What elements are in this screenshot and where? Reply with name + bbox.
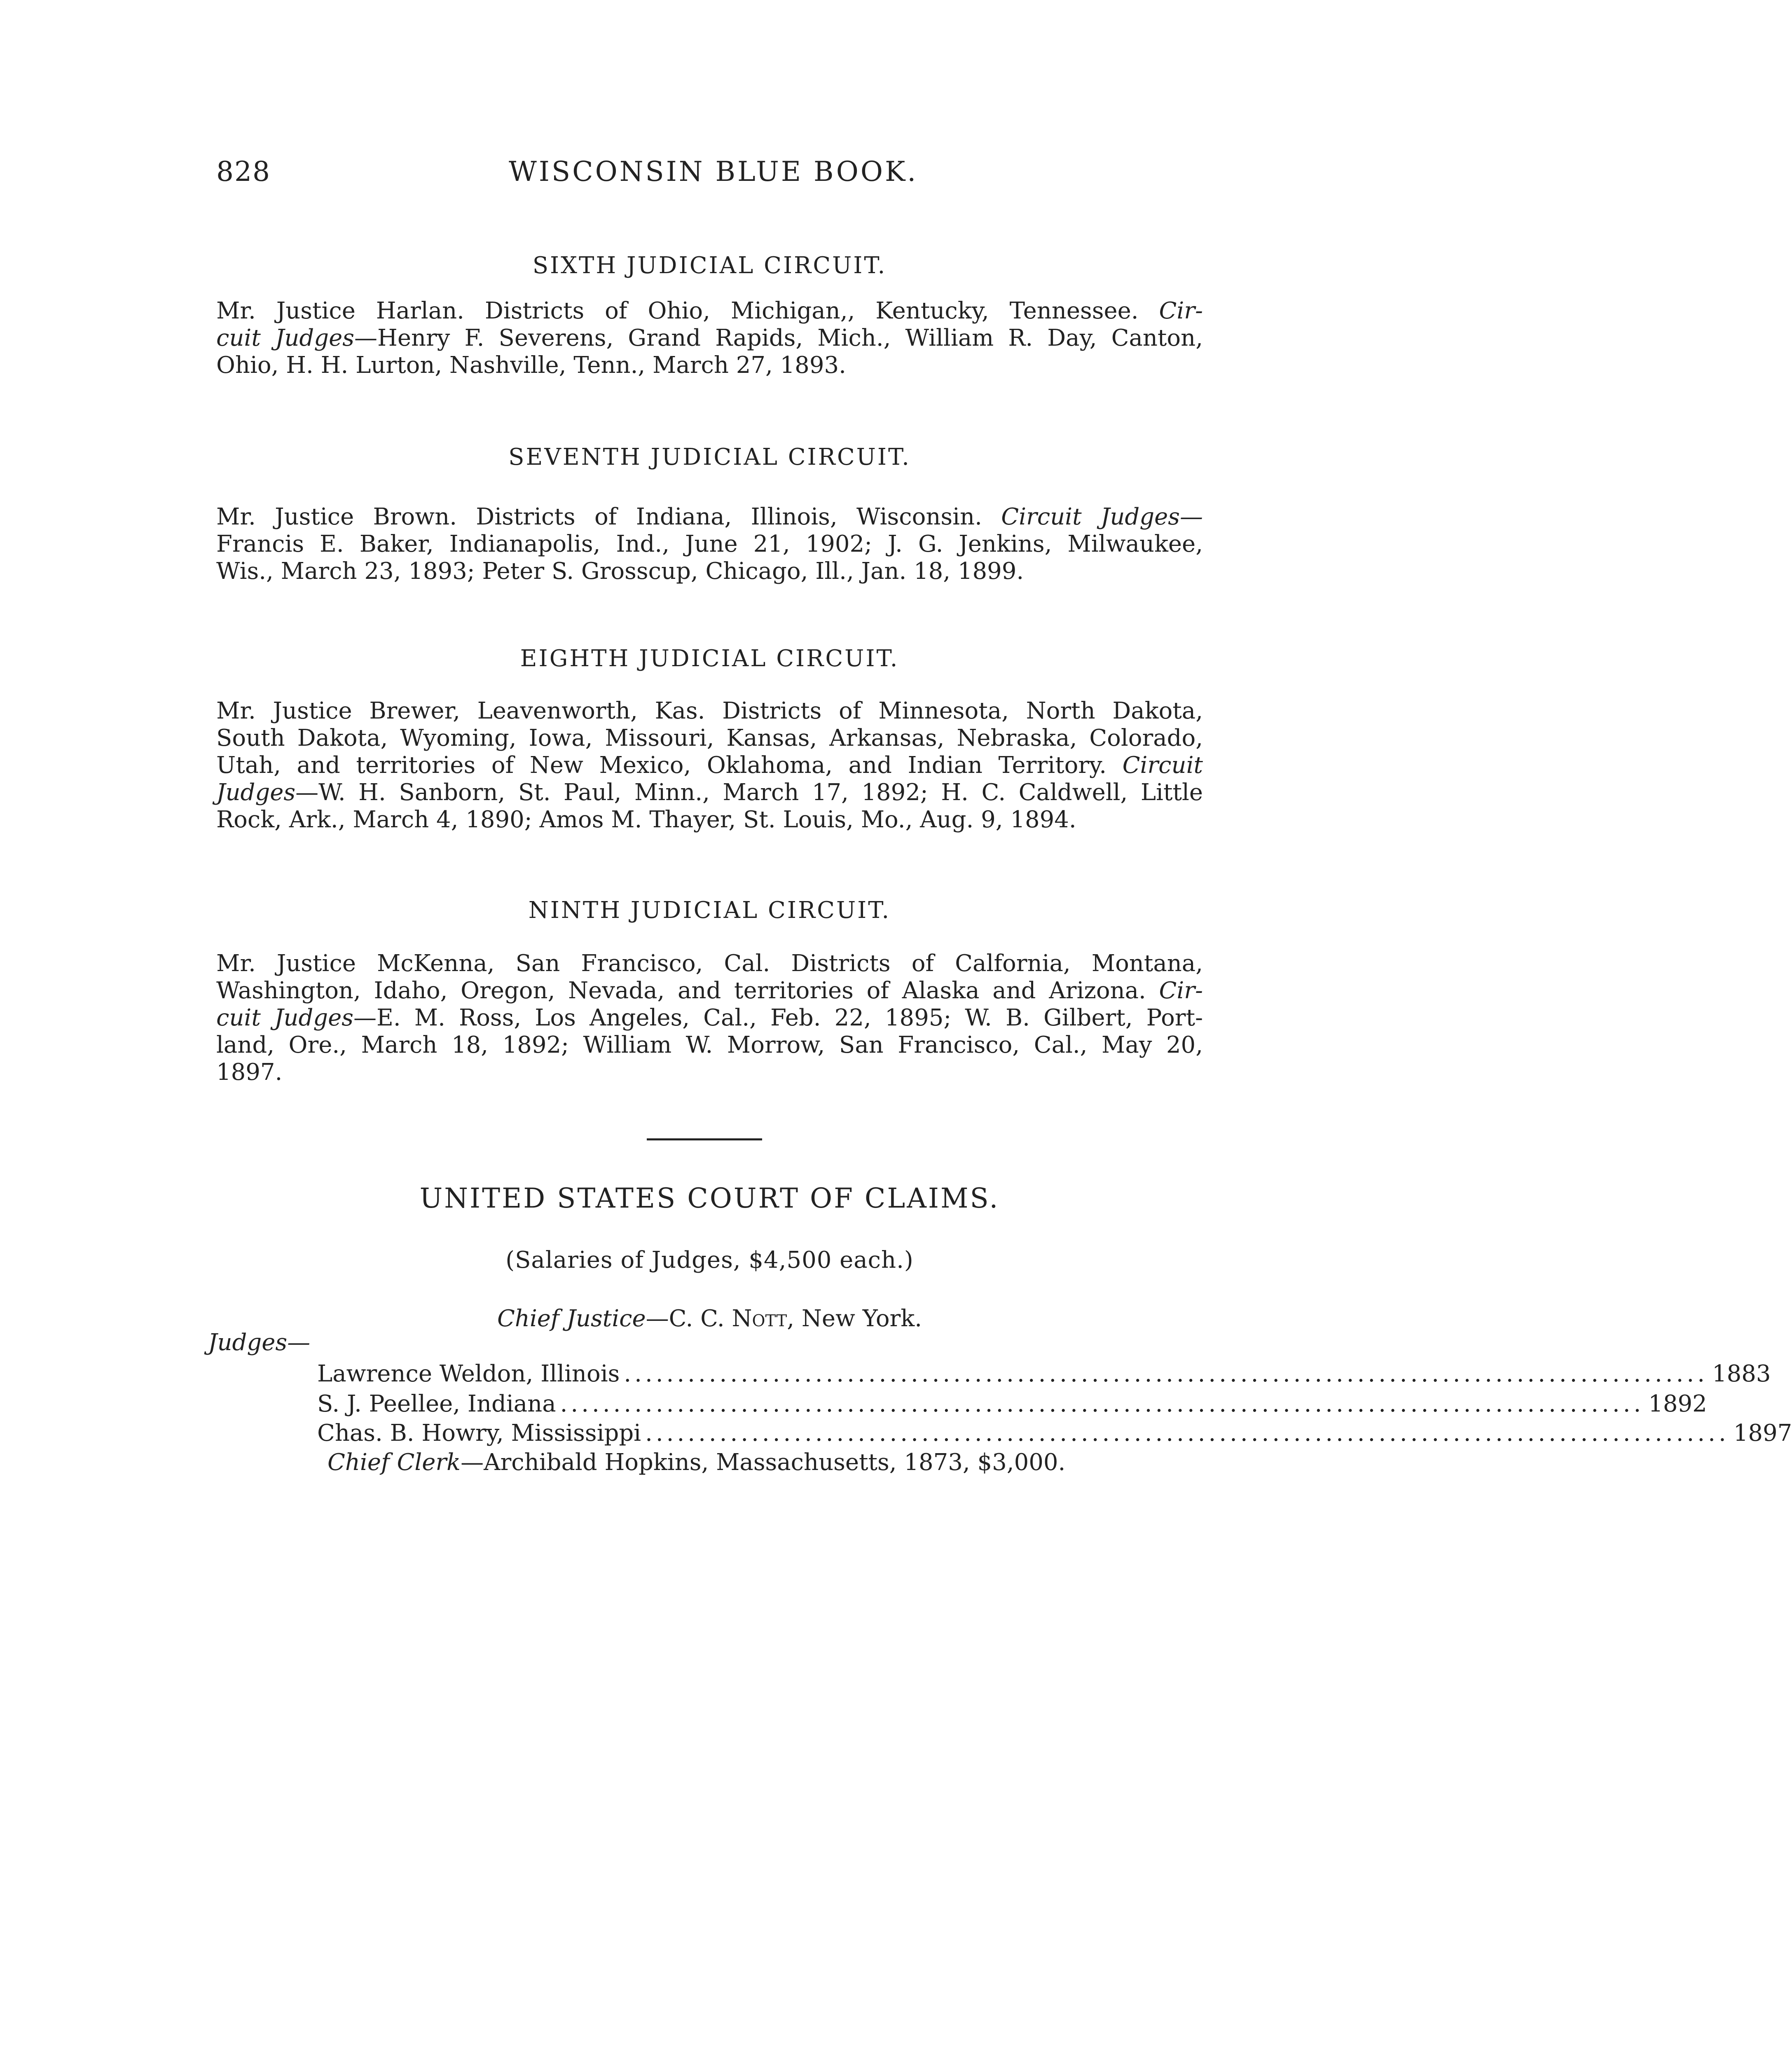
paragraph-line: Washington, Idaho, Oregon, Nevada, and territories of Alaska and Arizona. Cir- xyxy=(216,977,1203,1004)
paragraph-line: Wis., March 23, 1893; Peter S. Grosscup, Chicago, Ill., Jan. 18, 1899. xyxy=(216,558,1024,585)
paragraph-line: cuit Judges—E. M. Ross, Los Angeles, Cal., Feb. 22, 1895; W. B. Gilbert, Port- xyxy=(216,1004,1203,1031)
paragraph-line: Utah, and territories of New Mexico, Oklahoma, and Indian Territory. Circuit xyxy=(216,752,1203,779)
paragraph-line: cuit Judges—Henry F. Severens, Grand Rapids, Mich., William R. Day, Canton, xyxy=(216,325,1203,351)
judge-entry xyxy=(317,1420,1792,1447)
paragraph-line: South Dakota, Wyoming, Iowa, Missouri, Kansas, Arkansas, Nebraska, Colorado, xyxy=(216,725,1203,751)
judge-entry xyxy=(317,1360,1771,1387)
paragraph-line: Rock, Ark., March 4, 1890; Amos M. Thayer, St. Louis, Mo., Aug. 9, 1894. xyxy=(216,806,1076,833)
chief-justice-line: Chief Justice—C. C. Nott, New York. xyxy=(497,1305,922,1332)
judge-name: Lawrence Weldon, Illinois xyxy=(317,1360,620,1387)
paragraph-line: Mr. Justice McKenna, San Francisco, Cal. Districts of Calfornia, Montana, xyxy=(216,950,1203,977)
dot-leader: ...................................................................................................... xyxy=(624,1360,1708,1387)
judge-year: 1897 xyxy=(1733,1420,1792,1447)
judge-entry xyxy=(317,1390,1707,1417)
paragraph-line: Francis E. Baker, Indianapolis, Ind., June 21, 1902; J. G. Jenkins, Milwaukee, xyxy=(216,531,1203,557)
eighth-circuit-heading: EIGHTH JUDICIAL CIRCUIT. xyxy=(520,645,899,672)
paragraph-line: Judges—W. H. Sanborn, St. Paul, Minn., March 17, 1892; H. C. Caldwell, Little xyxy=(216,779,1203,806)
seventh-circuit-heading: SEVENTH JUDICIAL CIRCUIT. xyxy=(508,444,911,471)
paragraph-line: land, Ore., March 18, 1892; William W. Morrow, San Francisco, Cal., May 20, xyxy=(216,1032,1203,1058)
page-number: 828 xyxy=(216,156,271,187)
paragraph-line: Mr. Justice Brewer, Leavenworth, Kas. Districts of Minnesota, North Dakota, xyxy=(216,698,1203,724)
paragraph-line: Mr. Justice Brown. Districts of Indiana, Illinois, Wisconsin. Circuit Judges— xyxy=(216,503,1203,530)
salaries-note: (Salaries of Judges, $4,500 each.) xyxy=(505,1247,914,1273)
judge-year: 1892 xyxy=(1648,1390,1707,1417)
court-of-claims-title: UNITED STATES COURT OF CLAIMS. xyxy=(419,1182,1000,1214)
judge-name: Chas. B. Howry, Mississippi xyxy=(317,1420,641,1447)
ninth-circuit-paragraph xyxy=(216,950,1203,1086)
eighth-circuit-paragraph xyxy=(216,698,1203,833)
page-header xyxy=(216,156,1205,197)
paragraph-line: 1897. xyxy=(216,1059,283,1086)
judge-name: S. J. Peellee, Indiana xyxy=(317,1390,556,1417)
section-divider xyxy=(647,1138,762,1140)
paragraph-line: Ohio, H. H. Lurton, Nashville, Tenn., March 27, 1893. xyxy=(216,352,846,379)
paragraph-line: Mr. Justice Harlan. Districts of Ohio, Michigan,, Kentucky, Tennessee. Cir- xyxy=(216,297,1203,324)
ninth-circuit-heading: NINTH JUDICIAL CIRCUIT. xyxy=(528,897,891,924)
sixth-circuit-heading: SIXTH JUDICIAL CIRCUIT. xyxy=(532,252,887,279)
chief-clerk-line: Chief Clerk—Archibald Hopkins, Massachusetts, 1873, $3,000. xyxy=(328,1449,1066,1476)
running-title: WISCONSIN BLUE BOOK. xyxy=(509,156,918,187)
dot-leader: ...................................................................................................... xyxy=(560,1390,1645,1417)
sixth-circuit-paragraph xyxy=(216,297,1203,379)
seventh-circuit-paragraph xyxy=(216,503,1203,585)
judges-label: Judges— xyxy=(208,1329,311,1356)
judge-year: 1883 xyxy=(1712,1360,1771,1387)
dot-leader: ...................................................................................................... xyxy=(645,1420,1729,1447)
